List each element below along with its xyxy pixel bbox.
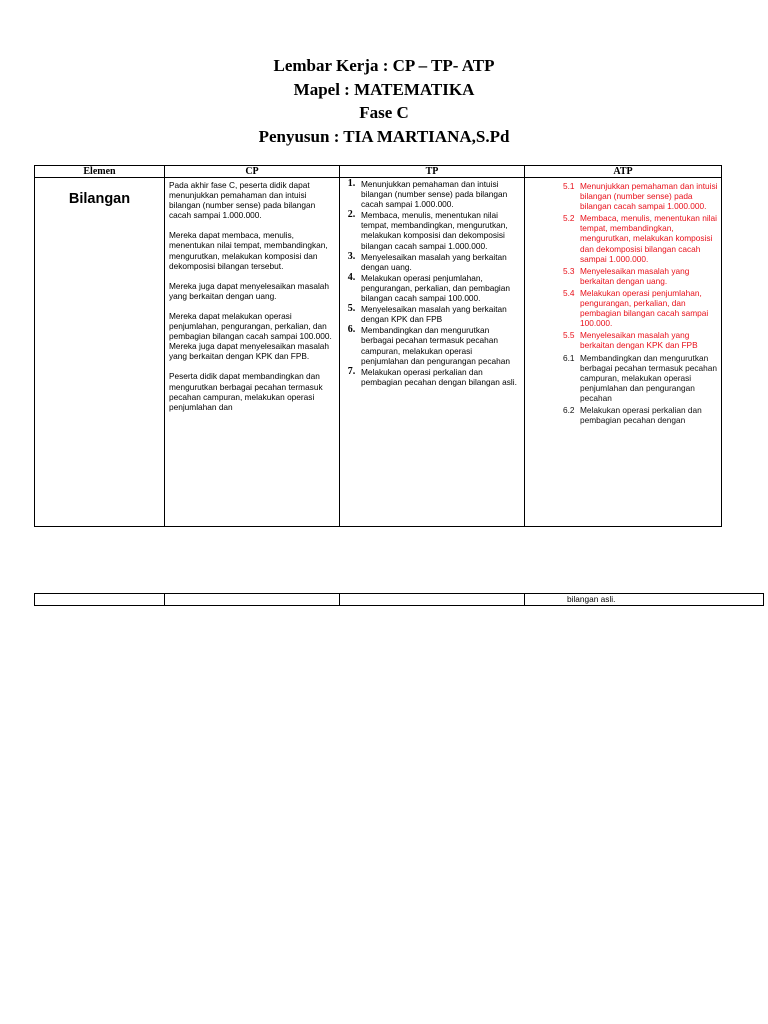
list-item	[563, 266, 718, 286]
header-atp: ATP	[525, 166, 722, 178]
tp-text: Menunjukkan pemahaman dan intuisi bilangan (number sense) pada bilangan cacah sampai 1.000.000.	[361, 179, 508, 210]
cp-paragraph: Mereka dapat membaca, menulis, menentukan nilai tempat, membandingkan, mengurutkan, melakukan komposisi dan dekomposisi bilangan tersebut.	[169, 230, 328, 271]
tp-number: 3.	[347, 250, 356, 262]
atp-text: Melakukan operasi penjumlahan, pengurangan, perkalian, dan pembagian bilangan cacah sampai 100.000.	[580, 287, 709, 329]
atp-number: 5.5	[563, 330, 575, 341]
atp-list	[525, 178, 721, 425]
list-item	[342, 272, 521, 303]
tp-text: Melakukan operasi penjumlahan, pengurangan, perkalian, dan pembagian bilangan cacah sampai 100.000.	[361, 272, 510, 304]
cell-cp	[165, 178, 340, 527]
atp-text: Menunjukkan pemahaman dan intuisi bilangan (number sense) pada bilangan cacah sampai 1.000.000.	[580, 181, 718, 212]
list-item	[342, 209, 521, 250]
tp-number: 6.	[347, 324, 356, 336]
list-item	[563, 330, 718, 350]
list-item	[563, 288, 718, 328]
tp-text: Menyelesaikan masalah yang berkaitan dengan uang.	[361, 251, 507, 272]
atp-number: 5.4	[563, 287, 575, 298]
header-elemen: Elemen	[35, 166, 165, 178]
cell-atp	[525, 178, 722, 527]
tp-list	[340, 178, 524, 387]
tp-text: Menyelesaikan masalah yang berkaitan dengan KPK dan FPB	[361, 304, 507, 325]
atp-text: Menyelesaikan masalah yang berkaitan dengan uang.	[580, 265, 690, 286]
atp-text: Menyelesaikan masalah yang berkaitan dengan KPK dan FPB	[580, 330, 698, 351]
atp-number: 5.3	[563, 265, 575, 276]
cell-tp	[340, 178, 525, 527]
cp-paragraph: Pada akhir fase C, peserta didik dapat menunjukkan pemahaman dan intuisi bilangan (number sense) pada bilangan cacah sampai 1.000.000.	[169, 180, 316, 221]
list-item	[342, 303, 521, 324]
list-item	[563, 213, 718, 263]
tp-number: 4.	[347, 271, 356, 283]
title-author: Penyusun : TIA MARTIANA,S.Pd	[258, 126, 510, 146]
atp-number: 6.2	[563, 404, 575, 415]
tp-number: 2.	[347, 209, 356, 221]
atp-number: 5.2	[563, 213, 575, 224]
title-worksheet: Lembar Kerja : CP – TP- ATP	[273, 56, 495, 75]
list-item	[342, 366, 521, 387]
cont-cell-tp	[340, 594, 525, 606]
tp-number: 1.	[347, 178, 356, 189]
header-tp: TP	[340, 166, 525, 178]
elemen-label: Bilangan	[68, 191, 131, 207]
title-subject: Mapel : MATEMATIKA	[293, 79, 475, 99]
atp-number: 5.1	[563, 181, 575, 191]
table-row	[35, 178, 722, 527]
tp-number: 5.	[347, 303, 356, 315]
cp-paragraph: Peserta didik dapat membandingkan dan mengurutkan berbagai pecahan termasuk pecahan campuran, melakukan operasi penjumlahan dan	[169, 371, 323, 412]
atp-text: Membandingkan dan mengurutkan berbagai pecahan termasuk pecahan campuran, melakukan operasi penjumlahan dan pengurangan pecahan	[580, 352, 717, 403]
atp-text: Membaca, menulis, menentukan nilai tempat, membandingkan, mengurutkan, melakukan komposisi dan dekomposisi bilangan cacah sampai 1.000.000.	[580, 213, 717, 264]
cont-cell-atp: bilangan asli.	[525, 594, 764, 606]
cp-paragraph: Mereka juga dapat menyelesaikan masalah yang berkaitan dengan uang.	[169, 280, 330, 301]
tp-text: Membaca, menulis, menentukan nilai tempat, membandingkan, mengurutkan, melakukan komposisi dan dekomposisi bilangan cacah sampai 1.000.000.	[361, 210, 508, 251]
table-header-row	[35, 166, 722, 178]
atp-number: 6.1	[563, 352, 575, 363]
tp-number: 7.	[347, 365, 356, 377]
tp-text: Membandingkan dan mengurutkan berbagai pecahan termasuk pecahan campuran, melakukan operasi penjumlahan dan pengurangan pecahan	[361, 325, 511, 366]
list-item	[563, 181, 718, 211]
document-header	[0, 54, 768, 148]
cell-elemen	[35, 178, 165, 527]
cont-cell-cp	[165, 594, 340, 606]
list-item	[342, 324, 521, 365]
cp-tp-atp-table	[34, 165, 722, 527]
list-item	[342, 251, 521, 272]
table-row	[35, 594, 764, 606]
continuation-table	[34, 593, 764, 606]
atp-text: Melakukan operasi perkalian dan pembagian pecahan dengan	[580, 404, 702, 426]
cp-text	[165, 178, 339, 412]
tp-text: Melakukan operasi perkalian dan pembagian pecahan dengan bilangan asli.	[361, 366, 517, 387]
cont-cell-elemen	[35, 594, 165, 606]
list-item	[342, 178, 521, 209]
header-cp: CP	[165, 166, 340, 178]
title-phase: Fase C	[359, 103, 409, 122]
cp-paragraph: Mereka dapat melakukan operasi penjumlahan, pengurangan, perkalian, dan pembagian bilangan cacah sampai 100.000. Mereka juga dapat menyelesaikan masalah yang berkaitan dengan KPK dan FPB.	[169, 310, 332, 362]
list-item	[563, 405, 718, 425]
list-item	[563, 353, 718, 403]
